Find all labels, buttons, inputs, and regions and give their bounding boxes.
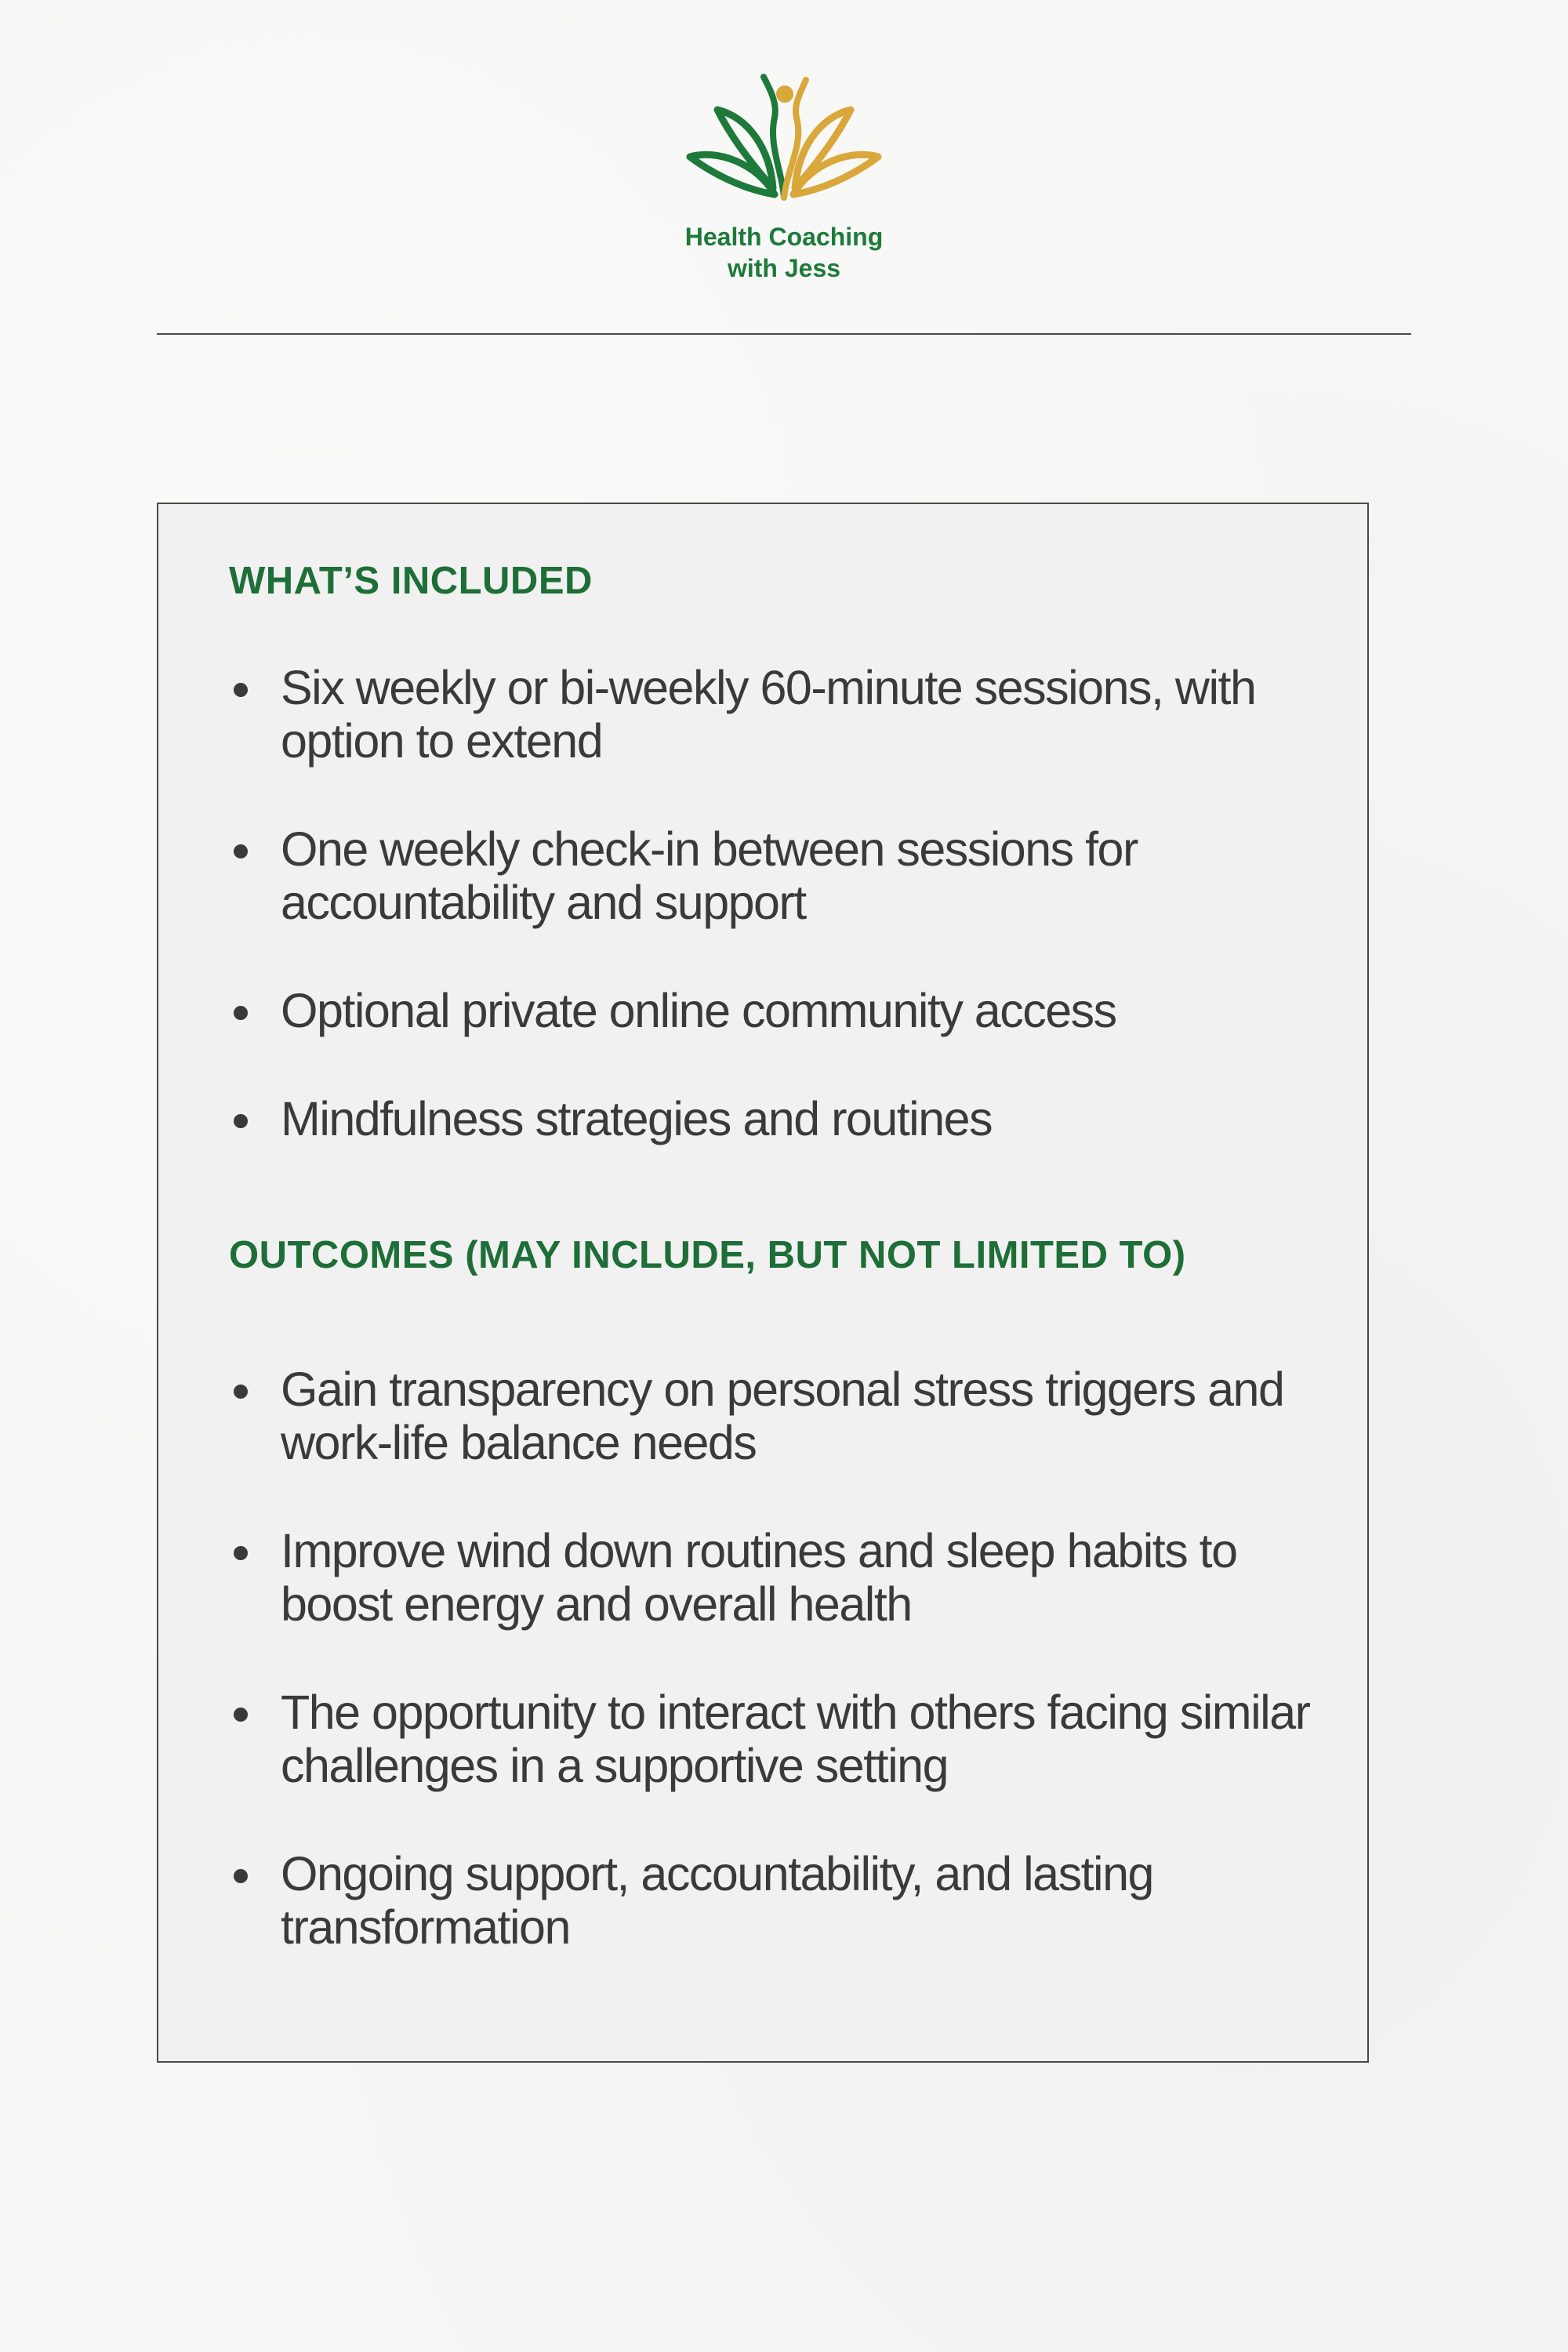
list-item <box>229 822 1327 929</box>
list-item-text: One weekly check-in between sessions for accountability and support <box>281 822 1138 929</box>
program-details-card <box>157 503 1369 2063</box>
list-item <box>229 1363 1327 1469</box>
bullet-icon <box>234 1114 248 1128</box>
list-item <box>229 1524 1327 1631</box>
list-item-text: Optional private online community access <box>281 984 1116 1037</box>
bullet-icon <box>234 1708 248 1722</box>
list-item-text: Improve wind down routines and sleep habits to boost energy and overall health <box>281 1524 1237 1631</box>
outcomes-list <box>229 1363 1327 2009</box>
bullet-icon <box>234 844 248 858</box>
bullet-icon <box>234 683 248 697</box>
list-item <box>229 661 1327 768</box>
bullet-icon <box>234 1869 248 1883</box>
list-item-text: The opportunity to interact with others facing similar challenges in a supportive setting <box>281 1686 1310 1792</box>
brand-name-line1: Health Coaching <box>684 223 884 251</box>
whats-included-list <box>229 661 1327 1200</box>
header-divider <box>157 333 1411 335</box>
list-item <box>229 1847 1327 1954</box>
list-item-text: Gain transparency on personal stress triggers and work-life balance needs <box>281 1363 1284 1469</box>
lotus-figure-logo-icon <box>682 71 886 204</box>
brand-name <box>0 221 1568 284</box>
list-item <box>229 1686 1327 1792</box>
list-item-text: Ongoing support, accountability, and lasting transformation <box>281 1847 1153 1954</box>
whats-included-heading: WHAT’S INCLUDED <box>229 560 593 602</box>
brand-name-line2: with Jess <box>727 254 841 282</box>
list-item-text: Mindfulness strategies and routines <box>281 1092 993 1145</box>
list-item <box>229 984 1327 1037</box>
brand-logo <box>0 71 1568 284</box>
list-item-text: Six weekly or bi-weekly 60-minute sessions, with option to extend <box>281 661 1256 768</box>
bullet-icon <box>234 1546 248 1560</box>
bullet-icon <box>234 1006 248 1020</box>
bullet-icon <box>234 1385 248 1399</box>
list-item <box>229 1092 1327 1145</box>
outcomes-heading: OUTCOMES (MAY INCLUDE, BUT NOT LIMITED TO) <box>229 1234 1186 1276</box>
